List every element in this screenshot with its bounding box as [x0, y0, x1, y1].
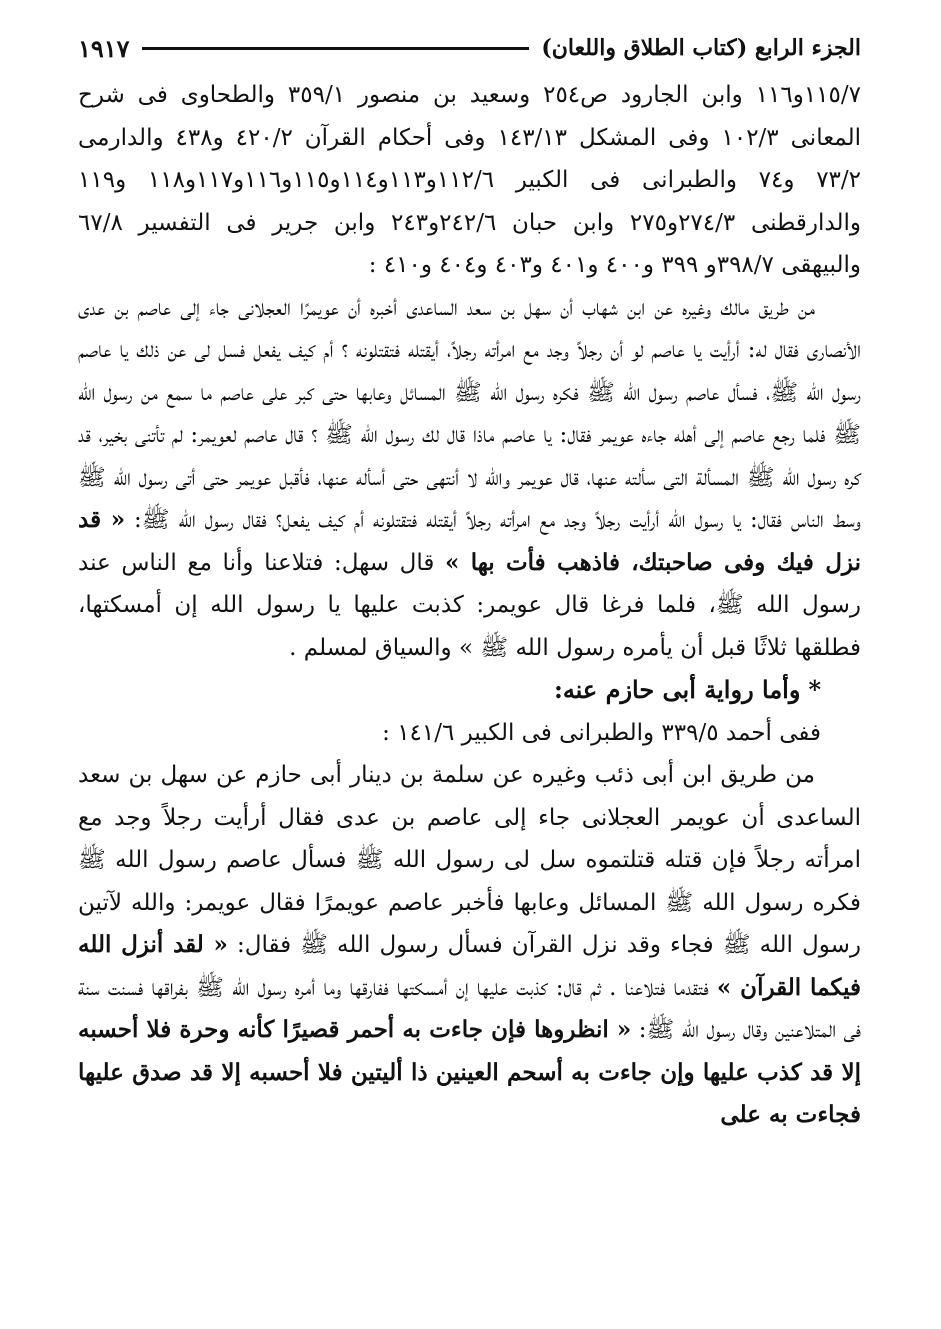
sources-intro-text: ١١٥/٧و١١٦ وابن الجارود ص٢٥٤ وسعيد بن منصور ٣٥٩/١ والطحاوى فى شرح المعانى ١٠٢/٣ وفى المشكل ١٤٣/١٣ وفى أحكام القرآن ٤٢٠/٢ و٤٣٨ والدارمى ٧٣/٢ و٧٤ والطبرانى فى الكبير ١١٢/٦و١١٣و١١٤و١١٥و١١٦و١١٧و١١٨ و١١٩ والدارقطنى ٢٧٤/٣و٢٧٥ وابن حبان ٢٤٢/٦و٢٤٣ وابن جرير فى التفسير ٦٧/٨ والبيهقى ٣٩٨/٧و ٣٩٩ و٤٠٠ و٤٠١ و٤٠٣ و٤٠٤ و٤١٠ : [78, 82, 862, 278]
paragraph-malik-tail: قال سهل: فتلاعنا وأنا مع الناس عند رسول الله ﷺ، فلما فرغا قال عويمر: كذبت عليها يا رسول الله إن أمسكتها، فطلقها ثلاثًا قبل أن يأمره رسول الله ﷺ » والسياق لمسلم . [78, 549, 861, 661]
prophet-quote-quran: « لقد أنزل الله فيكما القرآن » [78, 931, 861, 1001]
star-bullet: * [808, 675, 821, 704]
paragraph-malik-text [78, 287, 861, 670]
paragraph-abu-hazim [78, 754, 861, 1137]
section-heading-text: وأما رواية أبى حازم عنه: [553, 675, 801, 704]
paragraph-malik-body: من طريق مالك وغيره عن ابن شهاب أن سهل بن سعد الساعدى أخبره أن عويمرًا العجلانى جاء إلى عاصم بن عدى الأنصارى فقال له: أرأيت يا عاصم لو أن رجلاً وجد مع امرأته رجلاً، أيقتله فتقتلونه ؟ أم كيف يفعل فسل لى عن ذلك يا عاصم رسول الله ﷺ، فسأل عاصم رسول الله ﷺ فكره رسول الله ﷺ المسائل وعابها حتى كبر على عاصم ما سمع من رسول الله ﷺ فلما رجع عاصم إلى أهله جاءه عويمر فقال: يا عاصم ماذا قال لك رسول الله ﷺ ؟ قال عاصم لعويمر: لم تأتنى بخير، قد كره رسول الله ﷺ المسألة التى سألته عنها، قال عويمر والله لا أنتهى حتى أسأله عنها، فأقبل عويمر حتى أتى رسول الله ﷺ وسط الناس فقال: يا رسول الله أرأيت رجلاً وجد مع امرأته رجلاً أيقتله فتقتلونه أم كيف يفعل؟ فقال رسول الله ﷺ: [78, 294, 861, 533]
running-title: الجزء الرابع (كتاب الطلاق واللعان) [541, 35, 861, 61]
paragraph-abu-hazim-text [78, 754, 861, 1137]
paragraph-abu-hazim-mid: فتقدما فتلاعنا . ثم قال: كذبت عليها إن أمسكتها ففارقها وما أمره رسول الله ﷺ بفراقها فسنت سنة فى المتلاعنين وقال رسول الله ﷺ: [78, 974, 861, 1043]
section-heading [78, 669, 861, 712]
prophet-quote-look: « انظروها فإن جاءت به أحمر قصيرًا كأنه وحرة فلا أحسبه إلا قد كذب عليها وإن جاءت به أسحم العينين ذا أليتين فلا أحسبه إلا قد صدق عليها فجاءت به على [78, 1016, 861, 1128]
section-refs: ففى أحمد ٣٣٩/٥ والطبرانى فى الكبير ١٤١/٦ : [382, 719, 821, 746]
paragraph-malik [78, 287, 861, 670]
prophet-quote: « قد نزل فيك وفى صاحبتك، فاذهب فأت بها » [78, 506, 862, 576]
page-header [78, 28, 861, 68]
sources-intro [78, 74, 861, 287]
page-number: ١٩١٧ [78, 33, 130, 63]
header-rule [142, 47, 530, 50]
paragraph-abu-hazim-body: من طريق ابن أبى ذئب وغيره عن سلمة بن دينار أبى حازم عن سهل بن سعد الساعدى أن عويمر العجلانى جاء إلى عاصم بن عدى فقال أرأيت رجلاً وجد مع امرأته رجلاً فإن قتله قتلتموه سل لى رسول الله ﷺ فسأل عاصم رسول الله ﷺ فكره رسول الله ﷺ المسائل وعابها فأخبر عاصم عويمرًا فقال عويمر: والله لآتين رسول الله ﷺ فجاء وقد نزل القرآن فسأل رسول الله ﷺ فقال: [78, 762, 861, 958]
